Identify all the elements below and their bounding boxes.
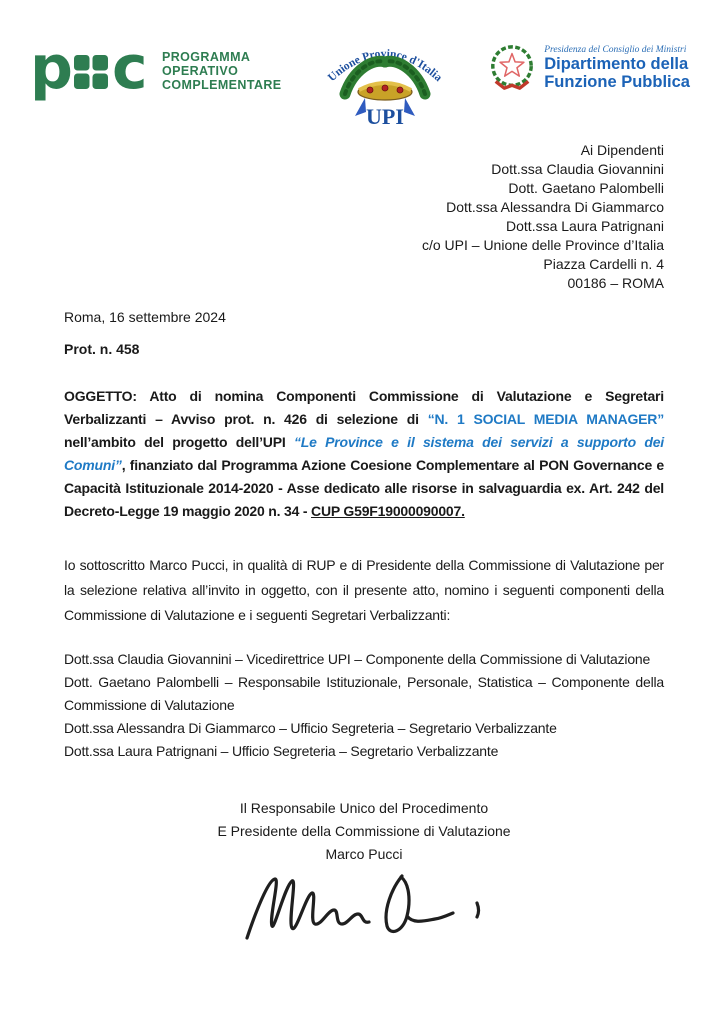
body-paragraph: Io sottoscritto Marco Pucci, in qualità di RUP e di Presidente della Commissione di Valutazione per la selezione relativa all’invito in oggetto, con il presente atto, nomino i seguenti componenti della Commissione di Valutazione e i seguenti Segretari Verbalizzanti: <box>64 557 664 623</box>
poc-letter-c: c <box>112 40 148 102</box>
recipient-line: Piazza Cardelli n. 4 <box>543 256 664 272</box>
recipient-line: Dott.ssa Laura Patrignani <box>506 218 664 234</box>
subject-cup-code: CUP G59F19000090007. <box>311 503 465 519</box>
dateline: Roma, 16 settembre 2024 <box>64 309 226 325</box>
upi-label: UPI <box>365 104 404 129</box>
upi-crest-icon <box>324 26 446 130</box>
upi-arc-text: Unione Province d'Italia <box>325 47 445 85</box>
signature-role-line: E Presidente della Commissione di Valutazione <box>217 823 511 839</box>
subject-highlight-position: “N. 1 SOCIAL MEDIA MANAGER” <box>427 411 664 427</box>
recipient-line: c/o UPI – Unione delle Province d’Italia <box>421 237 664 253</box>
signatory-name: Marco Pucci <box>325 846 403 862</box>
subject-text: , finanziato dal Programma Azione Coesione Complementare al PON Governance e Capacità Istituzionale 2014-2020 - Asse dedicato alle risorse in salvaguardia ex. Art. 242 del Decreto-Legge 19 maggio 2020 n. 34 - <box>64 457 664 519</box>
poc-text-line: PROGRAMMA <box>162 50 251 64</box>
poc-logo-icon <box>30 40 152 102</box>
poc-text-line: COMPLEMENTARE <box>162 78 282 92</box>
letterhead <box>30 26 690 135</box>
subject-text: OGGETTO: Atto di nomina Componenti Commissione di Valutazione e Segretari Verbalizzanti – Avviso prot. n. 426 di selezione di <box>64 388 664 427</box>
dfp-logo <box>488 42 690 94</box>
appointment-line: Dott.ssa Claudia Giovannini – Vicedirettrice UPI – Componente della Commissione di Valutazione <box>64 651 651 667</box>
appointments-list <box>64 648 664 763</box>
recipient-line: Dott.ssa Alessandra Di Giammarco <box>446 199 664 215</box>
recipient-line: Ai Dipendenti <box>580 142 664 158</box>
upi-logo <box>324 26 446 135</box>
signature-block <box>64 797 664 952</box>
dfp-title-line: Funzione Pubblica <box>544 72 690 91</box>
recipient-line: Dott. Gaetano Palombelli <box>508 180 664 196</box>
poc-letter-p: p <box>30 40 73 102</box>
recipient-block <box>64 141 664 293</box>
subject-highlight-project: “Le Province e il sistema dei servizi a supporto dei Comuni” <box>64 434 664 473</box>
appointment-line: Dott.ssa Alessandra Di Giammarco – Ufficio Segreteria – Segretario Verbalizzante <box>64 720 557 736</box>
signature-role-line: Il Responsabile Unico del Procedimento <box>239 800 489 816</box>
dfp-script-line: Presidenza del Consiglio dei Ministri <box>544 45 687 56</box>
poc-logo <box>30 40 282 102</box>
poc-text-line: OPERATIVO <box>162 64 239 78</box>
protocol-number: Prot. n. 458 <box>64 341 140 357</box>
italy-emblem-icon <box>488 42 536 94</box>
poc-grid-icon <box>74 55 108 89</box>
dfp-title-line: Dipartimento della <box>544 55 689 74</box>
recipient-line: Dott.ssa Claudia Giovannini <box>491 161 664 177</box>
subject-paragraph <box>64 385 664 523</box>
handwritten-signature <box>239 870 489 952</box>
dfp-logo-text <box>544 45 690 91</box>
appointment-line: Dott. Gaetano Palombelli – Responsabile Istituzionale, Personale, Statistica – Componente della Commissione di Valutazione <box>64 674 664 713</box>
poc-logo-text <box>162 50 282 92</box>
subject-text: nell’ambito del progetto dell’UPI <box>64 434 294 450</box>
recipient-line: 00186 – ROMA <box>567 275 664 291</box>
appointment-line: Dott.ssa Laura Patrignani – Ufficio Segreteria – Segretario Verbalizzante <box>64 743 499 759</box>
